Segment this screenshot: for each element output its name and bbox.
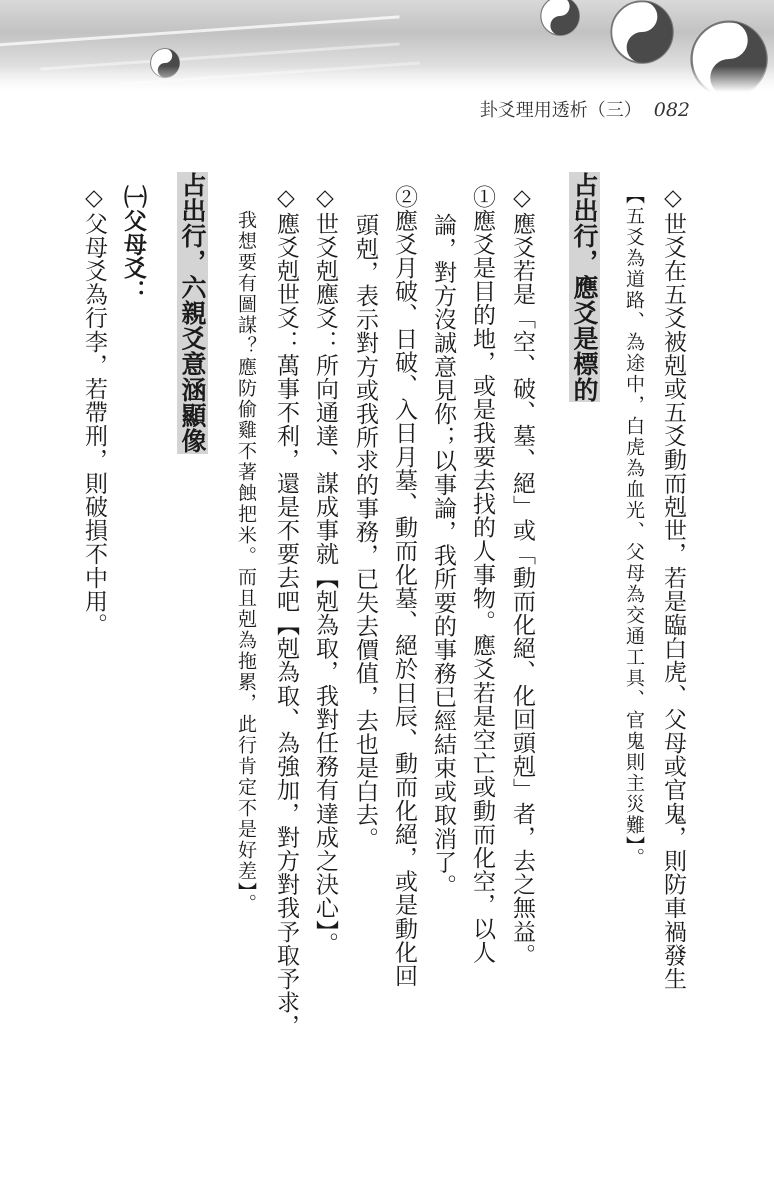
text-line-4: ◇應爻若是「空、破、墓、絕」或「動而化絕、化回頭剋」者，去之無益。 <box>509 185 535 967</box>
yin-yang-icon <box>690 20 768 92</box>
text-line-5: ①應爻是目的地，或是我要去找的人事物。應爻若是空亡或動而化空，以人 <box>469 185 495 964</box>
text-line-2: 【五爻為道路、為途中，白虎為血光、父母為交通工具、官鬼則主災難】。 <box>623 185 645 869</box>
running-header <box>480 96 690 122</box>
running-header-title: 卦爻理用透析（三） <box>479 100 642 121</box>
text-line-1: ◇世爻在五爻被剋或五爻動而剋世，若是臨白虎、父母或官鬼，則防車禍發生 <box>660 185 686 991</box>
text-line-6: 論，對方沒誠意見你；以事論，我所要的事務已經結束或取消了。 <box>430 213 456 898</box>
section-heading-target: 占出行，應爻是標的 <box>570 172 599 403</box>
page-number: 082 <box>653 99 690 121</box>
text-line-14: ◇父母爻為行李，若帶刑，則破損不中用。 <box>81 185 107 637</box>
yin-yang-icon <box>610 0 674 64</box>
text-line-10: ◇應爻剋世爻：萬事不利，還是不要去吧【剋為取、為強加，對方對我予取予求， <box>273 185 299 1038</box>
subheading-parents: ㈠父母爻： <box>120 185 146 303</box>
yin-yang-icon <box>150 48 180 78</box>
text-line-8: 頭剋，表示對方或我所求的事務，已失去價值，去也是白去。 <box>352 213 378 851</box>
text-line-11: 我想要有圖謀？應防偷雞不著蝕把米。而且剋為拖累，此行肯定不是好差】。 <box>235 210 257 915</box>
section-heading-six-relations: 占出行，六親爻意涵顯像 <box>178 172 207 454</box>
text-line-9: ◇世爻剋應爻：所向通達、謀成事就【剋為取，我對任務有達成之決心】。 <box>312 185 338 956</box>
text-line-7: ②應爻月破、日破、入日月墓、動而化墓、絕於日辰、動而化絕，或是動化回 <box>391 185 417 988</box>
yin-yang-icon <box>540 0 580 36</box>
header-banner <box>0 0 774 92</box>
